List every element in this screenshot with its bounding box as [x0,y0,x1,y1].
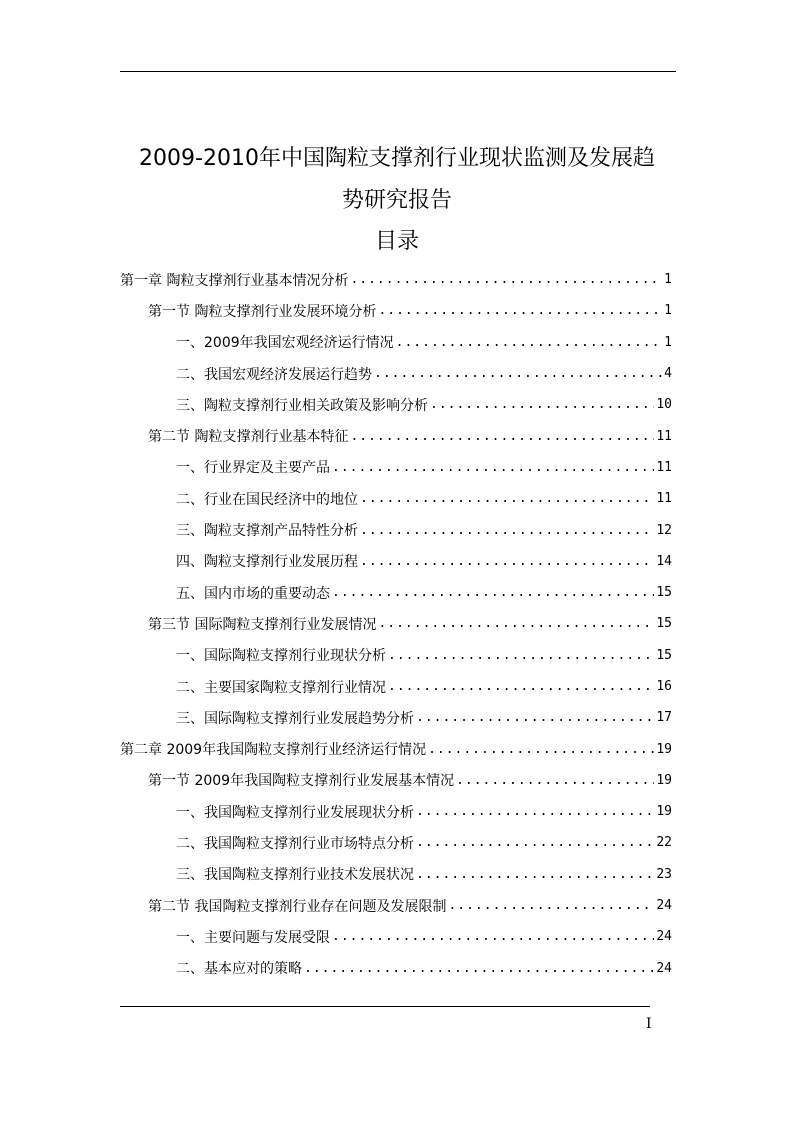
toc-entry-title: 二、我国宏观经济发展运行趋势 [176,366,372,383]
toc-entry-title: 第二节 陶粒支撑剂行业基本特征 [148,429,349,446]
toc-entry-title: 二、主要国家陶粒支撑剂行业情况 [176,679,386,696]
toc-dot-leader [396,335,663,350]
toc-dot-leader [350,429,654,444]
toc-entry-page: 11 [656,491,672,507]
toc-dot-leader [374,366,662,381]
page-number: I [646,1016,652,1032]
toc-entry-title: 第二章 2009年我国陶粒支撑剂行业经济运行情况 [120,742,427,759]
toc-entry[interactable] [120,859,672,890]
toc-entry-title: 三、陶粒支撑剂行业相关政策及影响分析 [176,397,428,414]
toc-dot-leader [416,835,654,850]
toc-entry[interactable] [120,765,672,796]
toc-dot-leader [416,867,654,882]
toc-entry-page: 1 [664,303,672,319]
toc-entry-page: 19 [656,741,672,757]
document-title-line-1: 2009-2010年中国陶粒支撑剂行业现状监测及发展趋 [139,146,655,171]
toc-entry-page: 1 [664,272,672,288]
toc-entry-title: 二、基本应对的策略 [176,961,302,978]
toc-entry-title: 二、我国陶粒支撑剂行业市场特点分析 [176,835,414,852]
toc-entry-page: 15 [656,585,672,601]
footer-rule [120,1006,650,1007]
toc-entry[interactable] [120,264,672,295]
toc-entry[interactable] [120,577,672,608]
toc-entry-page: 12 [656,522,672,538]
toc-dot-leader [360,523,654,538]
toc-dot-leader [360,554,654,569]
toc-entry-page: 19 [656,804,672,820]
table-of-contents [120,264,672,984]
toc-entry-title: 三、我国陶粒支撑剂行业技术发展状况 [176,867,414,884]
toc-dot-leader [332,460,654,475]
toc-entry-title: 第一章 陶粒支撑剂行业基本情况分析 [120,272,349,289]
toc-entry-page: 15 [656,616,672,632]
toc-dot-leader [456,773,654,788]
header-rule [120,71,676,72]
toc-entry-title: 一、我国陶粒支撑剂行业发展现状分析 [176,804,414,821]
toc-entry-title: 第一节 陶粒支撑剂行业发展环境分析 [148,303,377,320]
toc-entry-page: 15 [656,647,672,663]
toc-entry[interactable] [120,640,672,671]
toc-entry[interactable] [120,546,672,577]
toc-entry-page: 1 [664,334,672,350]
toc-entry-title: 第三节 国际陶粒支撑剂行业发展情况 [148,616,377,633]
toc-entry[interactable] [120,514,672,545]
toc-entry-page: 23 [656,866,672,882]
toc-entry-page: 14 [656,553,672,569]
toc-dot-leader [430,397,654,412]
toc-entry[interactable] [120,358,672,389]
toc-entry[interactable] [120,953,672,984]
toc-entry-page: 4 [664,366,672,382]
toc-entry-page: 11 [656,428,672,444]
toc-entry[interactable] [120,483,672,514]
toc-dot-leader [332,585,654,600]
toc-entry[interactable] [120,671,672,702]
toc-entry[interactable] [120,890,672,921]
toc-entry[interactable] [120,733,672,764]
toc-dot-leader [378,616,654,631]
toc-entry-title: 一、国际陶粒支撑剂行业现状分析 [176,648,386,665]
toc-entry-page: 24 [656,898,672,914]
toc-entry-title: 第一节 2009年我国陶粒支撑剂行业发展基本情况 [148,773,455,790]
toc-entry[interactable] [120,389,672,420]
toc-entry-title: 四、陶粒支撑剂行业发展历程 [176,554,358,571]
toc-dot-leader [304,961,654,976]
toc-dot-leader [360,491,654,506]
toc-entry-title: 一、2009年我国宏观经济运行情况 [176,335,394,352]
toc-entry-page: 22 [656,835,672,851]
toc-entry-page: 17 [656,710,672,726]
toc-entry[interactable] [120,921,672,952]
toc-dot-leader [448,898,654,913]
toc-entry-title: 一、主要问题与发展受限 [176,929,330,946]
document-title-line-2: 势研究报告 [341,188,452,213]
toc-entry-title: 第二节 我国陶粒支撑剂行业存在问题及发展限制 [148,898,447,915]
toc-dot-leader [388,679,654,694]
toc-entry[interactable] [120,452,672,483]
toc-entry-title: 五、国内市场的重要动态 [176,585,330,602]
toc-entry[interactable] [120,796,672,827]
toc-entry[interactable] [120,827,672,858]
toc-entry-page: 10 [656,397,672,413]
toc-entry[interactable] [120,702,672,733]
toc-dot-leader [416,804,654,819]
toc-entry[interactable] [120,420,672,451]
toc-dot-leader [332,929,654,944]
toc-entry-title: 三、国际陶粒支撑剂行业发展趋势分析 [176,710,414,727]
toc-entry[interactable] [120,608,672,639]
toc-dot-leader [428,742,654,757]
toc-entry-page: 11 [656,459,672,475]
toc-dot-leader [350,272,662,287]
toc-dot-leader [378,303,662,318]
toc-entry-title: 一、行业界定及主要产品 [176,460,330,477]
toc-entry-title: 二、行业在国民经济中的地位 [176,491,358,508]
toc-heading: 目录 [374,229,419,254]
toc-entry-page: 24 [656,929,672,945]
toc-dot-leader [416,710,654,725]
toc-entry-page: 19 [656,772,672,788]
toc-entry[interactable] [120,295,672,326]
toc-dot-leader [388,648,654,663]
toc-entry-title: 三、陶粒支撑剂产品特性分析 [176,523,358,540]
toc-entry-page: 16 [656,679,672,694]
toc-entry-page: 24 [656,960,672,976]
toc-entry[interactable] [120,327,672,358]
